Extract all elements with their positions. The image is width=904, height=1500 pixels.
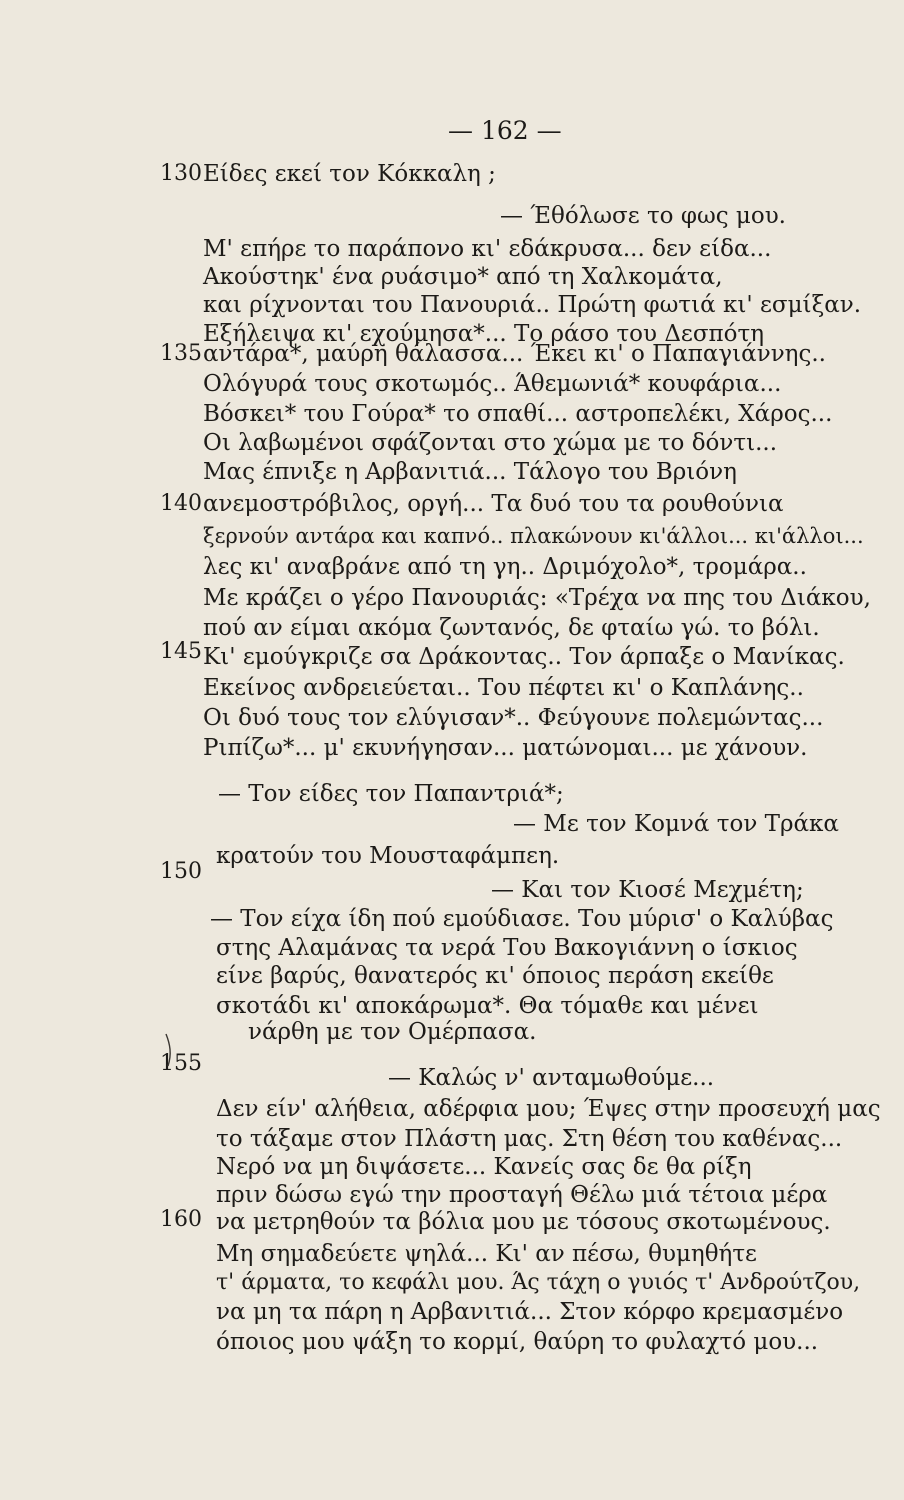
dialogue-line: — Με τον Κομνά τον Τράκα <box>513 811 839 837</box>
verse-line: και ρίχνονται του Πανουριά.. Πρώτη φωτιά κι' εσμίξαν. <box>203 292 862 318</box>
verse-line: Κι' εμούγκριζε σα Δράκοντας.. Τον άρπαξε ο Μανίκας. <box>203 644 845 670</box>
margin-pencil-mark <box>163 1032 177 1068</box>
verse-line: Μη σημαδεύετε ψηλά... Κι' αν πέσω, θυμηθήτε <box>216 1241 757 1267</box>
dialogue-line: νάρθη με τον Ομέρπασα. <box>248 1019 537 1045</box>
verse-line: Εξήλειψα κι' εχούμησα*... Το ράσο του Δεσπότη <box>203 321 765 347</box>
verse-line: — Έθόλωσε το φως μου. <box>500 203 786 229</box>
verse-line: Με κράζει ο γέρο Πανουριάς: «Τρέχα να πης του Διάκου, <box>203 585 871 611</box>
line-number: 160 <box>160 1207 202 1232</box>
verse-line: ανεμοστρόβιλος, οργή... Τα δυό του τα ρουθούνια <box>203 491 784 517</box>
verse-line: λες κι' αναβράνε από τη γη.. Δριμόχολο*, τρομάρα.. <box>203 554 807 580</box>
verse-line: Νερό να μη διψάσετε... Κανείς σας δε θα ρίξη <box>216 1154 752 1180</box>
dialogue-line: σκοτάδι κι' αποκάρωμα*. Θα τόμαθε και μένει <box>216 993 759 1019</box>
dialogue-line: είνε βαρύς, θανατερός κι' όποιος περάση εκείθε <box>216 963 774 989</box>
verse-line: πριν δώσω εγώ την προσταγή Θέλω μιά τέτοια μέρα <box>216 1182 828 1208</box>
verse-line: Μ' επήρε το παράπονο κι' εδάκρυσα... δεν είδα... <box>203 236 772 262</box>
verse-line: Βόσκει* του Γούρα* το σπαθί... αστροπελέκι, Χάρος... <box>203 401 833 427</box>
verse-line: το τάξαμε στον Πλάστη μας. Στη θέση του καθένας... <box>216 1126 843 1152</box>
verse-line: Ολόγυρά τους σκοτωμός.. Άθεμωνιά* κουφάρια... <box>203 371 782 397</box>
dialogue-line: — Και τον Κιοσέ Μεχμέτη; <box>491 877 804 903</box>
line-number: 135 <box>160 341 202 366</box>
line-number: 150 <box>160 859 202 884</box>
verse-line: να μετρηθούν τα βόλια μου με τόσους σκοτωμένους. <box>216 1209 831 1235</box>
verse-line: Εκείνος ανδρειεύεται.. Του πέφτει κι' ο Καπλάνης.. <box>203 675 804 701</box>
dialogue-line: — Τον είχα ίδη πού εμούδιασε. Του μύρισ' ο Καλύβας <box>210 906 834 932</box>
verse-line: Είδες εκεί τον Κόκκαλη ; <box>203 161 496 187</box>
dialogue-line: — Τον είδες τον Παπαντριά*; <box>218 781 564 807</box>
verse-line: Οι δυό τους τον ελύγισαν*.. Φεύγουνε πολεμώντας... <box>203 705 824 731</box>
verse-line: όποιος μου ψάξη το κορμί, θαύρη το φυλαχτό μου... <box>216 1329 819 1355</box>
dialogue-line: στης Αλαμάνας τα νερά Του Βακογιάννη ο ίσκιος <box>216 935 798 961</box>
verse-line: Ριπίζω*... μ' εκυνήγησαν... ματώνομαι... με χάνουν. <box>203 735 808 761</box>
dialogue-line: — Καλώς ν' ανταμωθούμε... <box>388 1065 715 1091</box>
verse-line: Ακούστηκ' ένα ρυάσιμο* από τη Χαλκομάτα, <box>203 264 723 290</box>
verse-line: Δεν είν' αλήθεια, αδέρφια μου; Έψες στην προσευχή μας <box>216 1096 881 1122</box>
verse-line: αντάρα*, μαύρη θάλασσα... Έκει κι' ο Παπαγιάννης.. <box>203 341 826 367</box>
dialogue-line: κρατούν του Μουσταφάμπεη. <box>216 843 560 869</box>
verse-line: να μη τα πάρη η Αρβανιτιά... Στον κόρφο κρεμασμένο <box>216 1299 844 1325</box>
line-number: 140 <box>160 491 202 516</box>
verse-line: πού αν είμαι ακόμα ζωντανός, δε φταίω γώ. το βόλι. <box>203 615 820 641</box>
line-number: 155 <box>160 1051 202 1076</box>
line-number: 145 <box>160 639 202 664</box>
verse-line: τ' άρματα, το κεφάλι μου. Άς τάχη ο γυιός τ' Ανδρούτζου, <box>216 1270 861 1295</box>
page-number: — 162 — <box>448 116 562 145</box>
verse-line: Μας έπνιξε η Αρβανιτιά... Τάλογο του Βριόνη <box>203 459 737 485</box>
line-number: 130 <box>160 161 202 186</box>
verse-line: Οι λαβωμένοι σφάζονται στο χώμα με το δόντι... <box>203 430 778 456</box>
verse-line: ξερνούν αντάρα και καπνό.. πλακώνουν κι'άλλοι... κι'άλλοι... <box>203 524 864 548</box>
